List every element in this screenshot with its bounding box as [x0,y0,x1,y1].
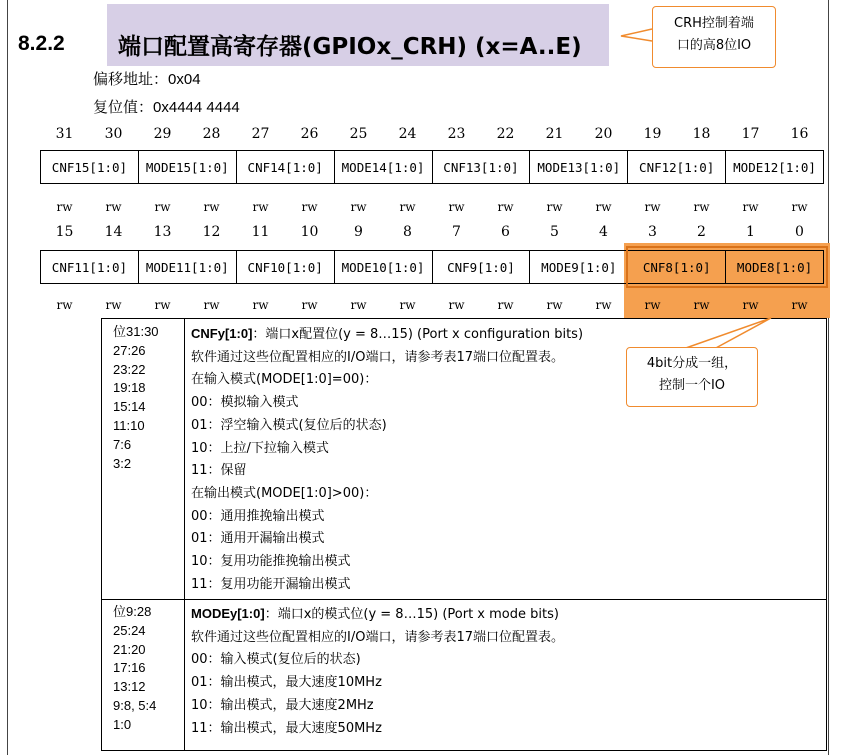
bit-range: 位9:28 [113,604,152,619]
desc-line: 11：保留 [191,463,247,479]
group-callout-pointer [683,318,771,349]
access-label: rw [693,200,710,214]
callout-line: 4bit分成一组， [646,356,738,371]
bit-number: 25 [349,126,368,142]
bit-number: 21 [545,126,564,142]
bit-number: 30 [104,126,123,142]
bit-number: 15 [55,224,74,240]
access-label: rw [203,200,220,214]
access-label: rw [595,200,612,214]
bit-range: 17:16 [113,660,146,676]
bit-number: 5 [550,224,559,240]
bit-range: 3:2 [113,455,132,471]
bit-number: 0 [795,224,804,240]
bit-number: 1 [746,224,755,240]
access-label: rw [693,298,710,312]
desc-line: 11：复用功能开漏输出模式 [191,576,351,592]
bit-range: 11:10 [113,417,145,433]
access-label: rw [56,200,73,214]
access-label: rw [644,298,661,312]
bit-range: 1:0 [113,716,132,732]
register-field: MODE14[1:0] [335,151,433,183]
bit-number: 7 [452,224,461,240]
bit-number: 26 [300,126,319,142]
register-field-mode8: MODE8[1:0] [736,259,813,275]
bit-number: 27 [251,126,270,142]
register-field: CNF14[1:0] [237,151,335,183]
desc-line: 01：通用开漏输出模式 [191,531,325,547]
bit-number: 22 [496,126,515,142]
desc-line: 00：输入模式(复位后的状态) [191,652,361,668]
bit-number: 19 [643,126,662,142]
mode-field-desc: ：端口x的模式位(y = 8…15) (Port x mode bits) [264,607,559,622]
access-label: rw [546,200,563,214]
bit-number: 6 [501,224,510,240]
access-label: rw [252,298,269,312]
access-label: rw [448,298,465,312]
desc-line: 00：模拟输入模式 [191,395,299,411]
bit-number: 12 [202,224,221,240]
register-field: CNF13[1:0] [433,151,531,183]
offset-label: 偏移地址： [93,70,169,88]
register-field: MODE12[1:0] [733,159,816,175]
register-field: MODE10[1:0] [335,251,433,283]
bit-number: 29 [153,126,172,142]
register-field: CNF15[1:0] [41,151,139,183]
access-label: rw [497,200,514,214]
access-label: rw [350,200,367,214]
access-label: rw [742,298,759,312]
callout-line: CRH控制着端 [674,16,754,31]
bit-range: 13:12 [113,679,146,695]
access-label: rw [448,200,465,214]
access-label: rw [399,200,416,214]
access-label: rw [546,298,563,312]
bit-range: 23:22 [113,361,146,377]
register-field: MODE11[1:0] [139,251,237,283]
access-label: rw [154,200,171,214]
register-field: CNF10[1:0] [237,251,335,283]
group-callout [626,347,758,407]
access-label: rw [252,200,269,214]
bit-number: 2 [697,224,706,240]
mode-field-name: MODEy[1:0] [191,606,265,621]
bit-number: 23 [447,126,466,142]
bit-number: 16 [790,126,809,142]
bit-range: 25:24 [113,622,146,638]
bit-number: 20 [594,126,613,142]
bit-number: 24 [398,126,417,142]
desc-line: 10：复用功能推挽输出模式 [191,554,351,570]
reset-value: 0x4444 4444 [153,99,240,116]
callout-line: 口的高8位IO [676,38,752,53]
desc-line: 在输出模式(MODE[1:0]>00)： [191,485,378,501]
register-field: CNF11[1:0] [41,251,139,283]
register-field: MODE9[1:0] [530,251,628,283]
callout-line: 控制一个IO [658,378,726,393]
bit-number: 17 [741,126,760,142]
bit-number: 18 [692,126,711,142]
desc-line: 00：通用推挽输出模式 [191,508,325,524]
access-label: rw [742,200,759,214]
access-label: rw [105,298,122,312]
access-label: rw [497,298,514,312]
bit-range: 21:20 [113,641,146,657]
bit-number: 11 [251,224,270,240]
access-label: rw [154,298,171,312]
access-label: rw [791,200,808,214]
bit-number: 4 [599,224,608,240]
desc-line: 在输入模式(MODE[1:0]=00)： [191,372,378,388]
bit-range: 19:18 [113,380,146,396]
access-label: rw [203,298,220,312]
desc-line: 10：上拉/下拉输入模式 [191,440,329,456]
bit-number: 13 [153,224,172,240]
access-label: rw [350,298,367,312]
access-label: rw [644,200,661,214]
crh-callout [652,6,776,68]
bit-number: 3 [648,224,657,240]
bit-range: 7:6 [113,436,132,452]
cnf-field-desc: ：端口x配置位(y = 8…15) (Port x configuration bits) [252,327,584,342]
bit-range: 位31:30 [113,324,159,339]
section-number: 8.2.2 [18,32,65,55]
bit-number: 28 [202,126,221,142]
desc-line: 10：输出模式，最大速度2MHz [191,697,374,713]
bit-number: 9 [354,224,363,240]
access-label: rw [56,298,73,312]
cnf-field-name: CNFy[1:0] [191,326,253,341]
bit-number: 10 [300,224,319,240]
access-label: rw [791,298,808,312]
bit-number: 31 [55,126,74,142]
access-label: rw [105,200,122,214]
bit-range: 15:14 [113,399,146,415]
desc-line: 01：输出模式，最大速度10MHz [191,675,382,691]
offset-value: 0x04 [168,71,201,88]
section-title: 端口配置高寄存器(GPIOx_CRH) (x=A..E) [118,34,582,60]
access-label: rw [399,298,416,312]
crh-callout-pointer [621,29,652,41]
desc-line: 11：输出模式，最大速度50MHz [191,720,382,736]
bit-range: 27:26 [113,342,146,358]
access-label: rw [595,298,612,312]
register-field: CNF12[1:0] [628,151,726,183]
desc-line: 软件通过这些位配置相应的I/O端口，请参考表17端口位配置表。 [191,349,564,365]
access-label: rw [301,200,318,214]
bit-number: 8 [403,224,412,240]
bit-number: 14 [104,224,123,240]
register-field: MODE13[1:0] [530,151,628,183]
access-label: rw [301,298,318,312]
reset-label: 复位值： [93,98,154,116]
register-field: MODE15[1:0] [139,151,237,183]
desc-line: 软件通过这些位配置相应的I/O端口，请参考表17端口位配置表。 [191,629,564,645]
bit-range: 9:8, 5:4 [113,697,157,713]
register-field-cnf8: CNF8[1:0] [628,251,726,283]
desc-line: 01：浮空输入模式(复位后的状态) [191,417,387,433]
register-field: CNF9[1:0] [433,251,531,283]
